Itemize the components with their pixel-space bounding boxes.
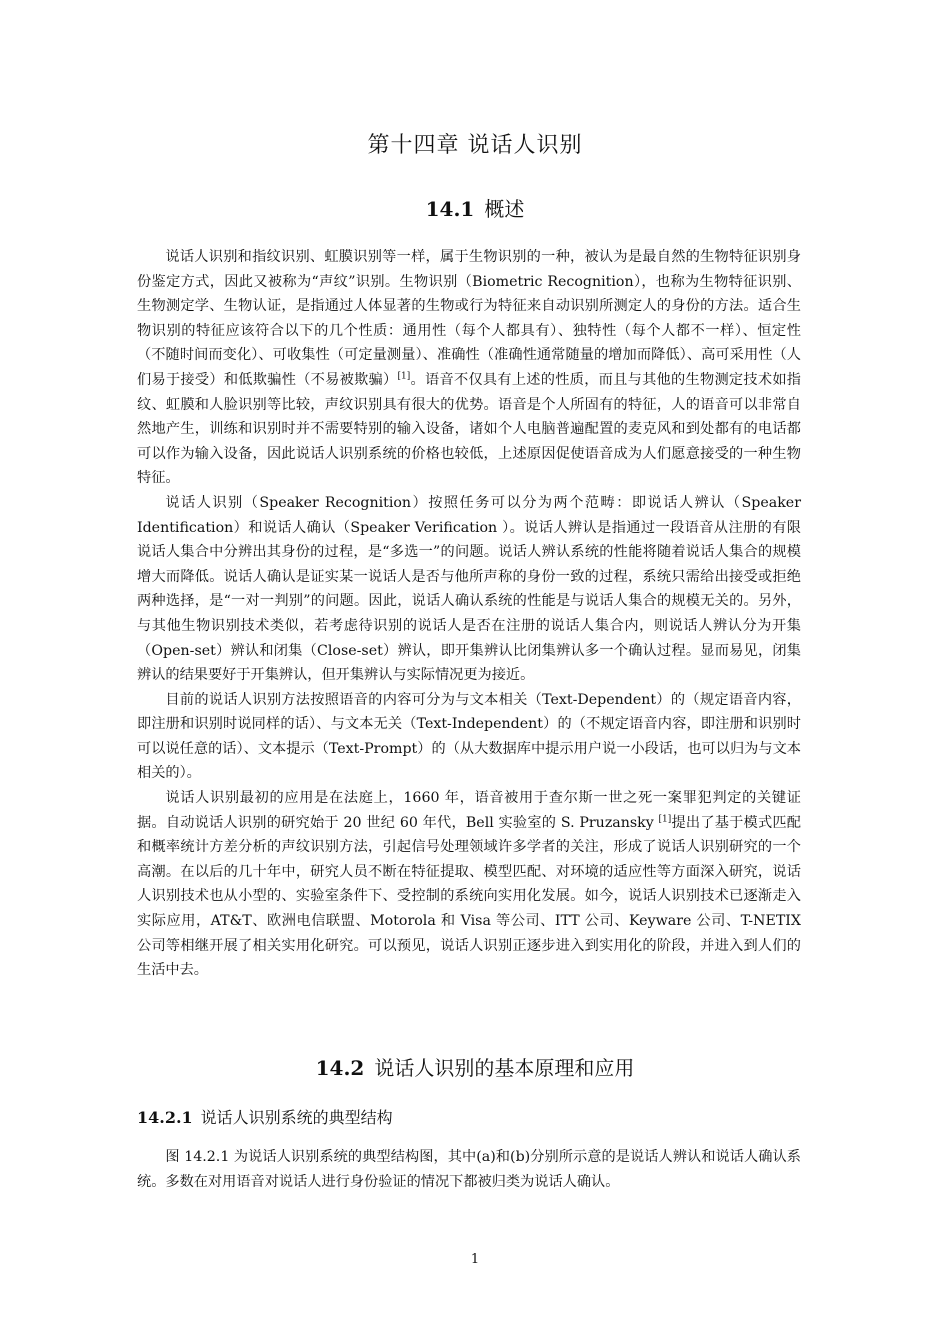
- paragraph-text: 说话人识别和指纹识别、虹膜识别等一样，属于生物识别的一种，被认为是最自然的生物特征识别身份鉴定方式，因此又被称为“声纹”识别。生物识别（Biometric Recognition），也称为生物特征识别、生物测定学、生物认证，是指通过人体显著的生物或行为特征来自动识别所测定人的身份的方法。适合生物识别的特征应该符合以下的几个性质：通用性（每个人都具有）、独特性（每个人都不一样）、恒定性（不随时间而变化）、可收集性（可定量测量）、准确性（准确性通常随量的增加而降低）、高可采用性（人们易于接受）和低欺骗性（不易被欺骗）: [137, 249, 801, 388]
- citation-ref: [1]: [397, 371, 411, 382]
- subsection-title: 说话人识别系统的典型结构: [200, 1108, 393, 1127]
- paragraph-biometrics: [137, 245, 801, 491]
- paragraph-text-dependence: 目前的说话人识别方法按照语音的内容可分为与文本相关（Text-Dependent）的（规定语音内容，即注册和识别时说同样的话）、与文本无关（Text-Independent）的（不规定语音内容，即注册和识别时可以说任意的话）、文本提示（Text-Prompt）的（从大数据库中提示用户说一小段话，也可以归为与文本相关的）。: [137, 691, 801, 782]
- subsection-number: 14.2.1: [137, 1108, 193, 1127]
- paragraph-history: [137, 786, 801, 983]
- page-number: 1: [470, 1252, 480, 1267]
- subsection-heading-structure: [137, 1105, 393, 1128]
- section-number: 14.1: [425, 197, 475, 221]
- overview-body: [137, 245, 801, 983]
- citation-ref: [1]: [658, 813, 672, 824]
- paragraph-text: 说话人识别最初的应用是在法庭上，1660 年，语音被用于查尔斯一世之死一案罪犯判定的关键证据。自动说话人识别的研究始于 20 世纪 60 年代，Bell 实验室的 S. Pruzansky: [137, 790, 801, 831]
- paragraph-task-categories: 说话人识别（Speaker Recognition）按照任务可以分为两个范畴：即说话人辨认（Speaker Identification）和说话人确认（Speaker Verification ）。说话人辨认是指通过一段语音从注册的有限说话人集合中分辨出其身份的过程，是“多选一”的问题。说话人辨认系统的性能将随着说话人集合的规模增大而降低。说话人确认是证实某一说话人是否与他所声称的身份一致的过程，系统只需给出接受或拒绝两种选择，是“一对一判别”的问题。因此，说话人确认系统的性能是与说话人集合的规模无关的。另外，与其他生物识别技术类似，若考虑待识别的说话人是否在注册的说话人集合内，则说话人辨认分为开集（Open-set）辨认和闭集（Close-set）辨认，即开集辨认比闭集辨认多一个确认过程。显而易见，闭集辨认的结果要好于开集辨认，但开集辨认与实际情况更为接近。: [137, 494, 801, 684]
- structure-body: [137, 1145, 801, 1194]
- paragraph-text: 提出了基于模式匹配和概率统计方差分析的声纹识别方法，引起信号处理领域许多学者的关注，形成了说话人识别研究的一个高潮。在以后的几十年中，研究人员不断在特征提取、模型匹配、对环境的适应性等方面深入研究，说话人识别技术也从小型的、实验室条件下、受控制的系统向实用化发展。如今，说话人识别技术已逐渐走入实际应用，AT&T、欧洲电信联盟、Motorola 和 Visa 等公司、ITT 公司、Keyware 公司、T-NETIX 公司等相继开展了相关实用化研究。可以预见，说话人识别正逐步进入到实用化的阶段，并进入到人们的生活中去。: [137, 814, 801, 979]
- chapter-title: 第十四章 说话人识别: [367, 133, 583, 158]
- paragraph-text: 。语音不仅具有上述的性质，而且与其他的生物测定技术如指纹、虹膜和人脸识别等比较，声纹识别具有很大的优势。语音是个人所固有的特征，人的语音可以非常自然地产生，训练和识别时并不需要特别的输入设备，诸如个人电脑普遍配置的麦克风和到处都有的电话都可以作为输入设备，因此说话人识别系统的价格也较低，上述原因促使语音成为人们愿意接受的一种生物特征。: [137, 371, 801, 487]
- section-number: 14.2: [315, 1056, 365, 1080]
- section-heading-principles: [0, 1052, 950, 1081]
- paragraph-structure: 图 14.2.1 为说话人识别系统的典型结构图，其中(a)和(b)分别所示意的是说话人辨认和说话人确认系统。多数在对用语音对说话人进行身份验证的情况下都被归类为说话人确认。: [137, 1149, 801, 1190]
- section-title: 概述: [484, 197, 525, 221]
- section-title: 说话人识别的基本原理和应用: [374, 1056, 635, 1080]
- section-heading-overview: [0, 193, 950, 222]
